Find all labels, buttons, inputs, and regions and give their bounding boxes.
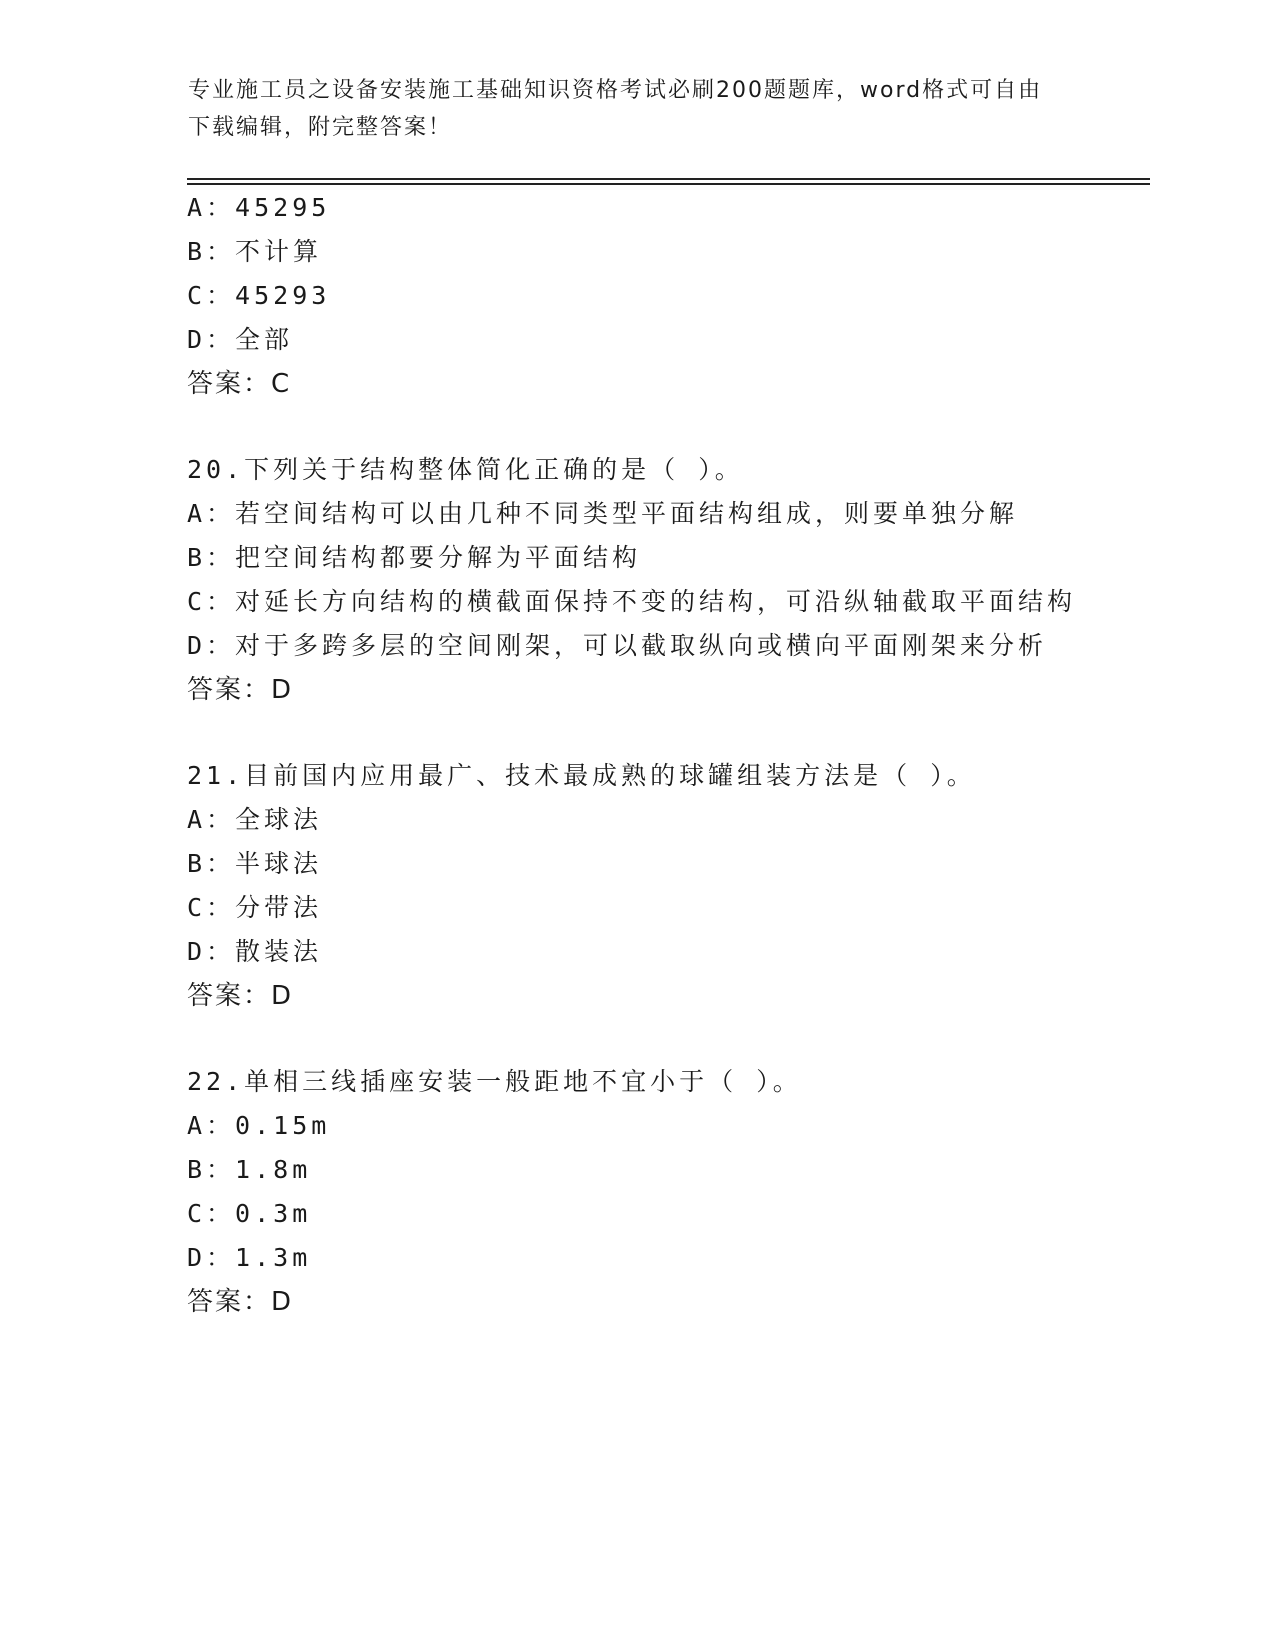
question-20: 20.下列关于结构整体简化正确的是（ ）。	[187, 455, 744, 484]
q20-option-c: C：对延长方向结构的横截面保持不变的结构，可沿纵轴截取平面结构	[187, 587, 1077, 616]
answer: 答案：C	[187, 369, 292, 399]
q22-option-a: A：0.15m	[187, 1111, 331, 1140]
q21-option-a: A：全球法	[187, 805, 323, 834]
q21-option-d: D：散装法	[187, 937, 323, 966]
header-line-2: 下载编辑，附完整答案！	[188, 115, 453, 140]
header-rule-top	[187, 178, 1150, 180]
q22-option-d: D：1.3m	[187, 1243, 312, 1272]
option-c: C：45293	[187, 281, 331, 310]
option-d: D：全部	[187, 325, 294, 354]
q21-option-c: C：分带法	[187, 893, 323, 922]
q20-answer: 答案：D	[187, 675, 294, 705]
question-22: 22.单相三线插座安装一般距地不宜小于（ ）。	[187, 1067, 802, 1096]
q20-option-a: A：若空间结构可以由几种不同类型平面结构组成，则要单独分解	[187, 499, 1019, 528]
option-b: B：不计算	[187, 237, 323, 266]
q20-option-b: B：把空间结构都要分解为平面结构	[187, 543, 642, 572]
q20-option-d: D：对于多跨多层的空间刚架，可以截取纵向或横向平面刚架来分析	[187, 631, 1048, 660]
q21-answer: 答案：D	[187, 981, 294, 1011]
question-21: 21.目前国内应用最广、技术最成熟的球罐组装方法是（ ）。	[187, 761, 976, 790]
q22-option-b: B：1.8m	[187, 1155, 312, 1184]
q22-option-c: C：0.3m	[187, 1199, 312, 1228]
q21-option-b: B：半球法	[187, 849, 323, 878]
q22-answer: 答案：D	[187, 1287, 294, 1317]
header-line-1: 专业施工员之设备安装施工基础知识资格考试必刷200题题库，word格式可自由	[188, 78, 1043, 103]
document-header	[188, 72, 1068, 146]
header-rule-bottom	[187, 183, 1150, 185]
option-a: A：45295	[187, 193, 331, 222]
